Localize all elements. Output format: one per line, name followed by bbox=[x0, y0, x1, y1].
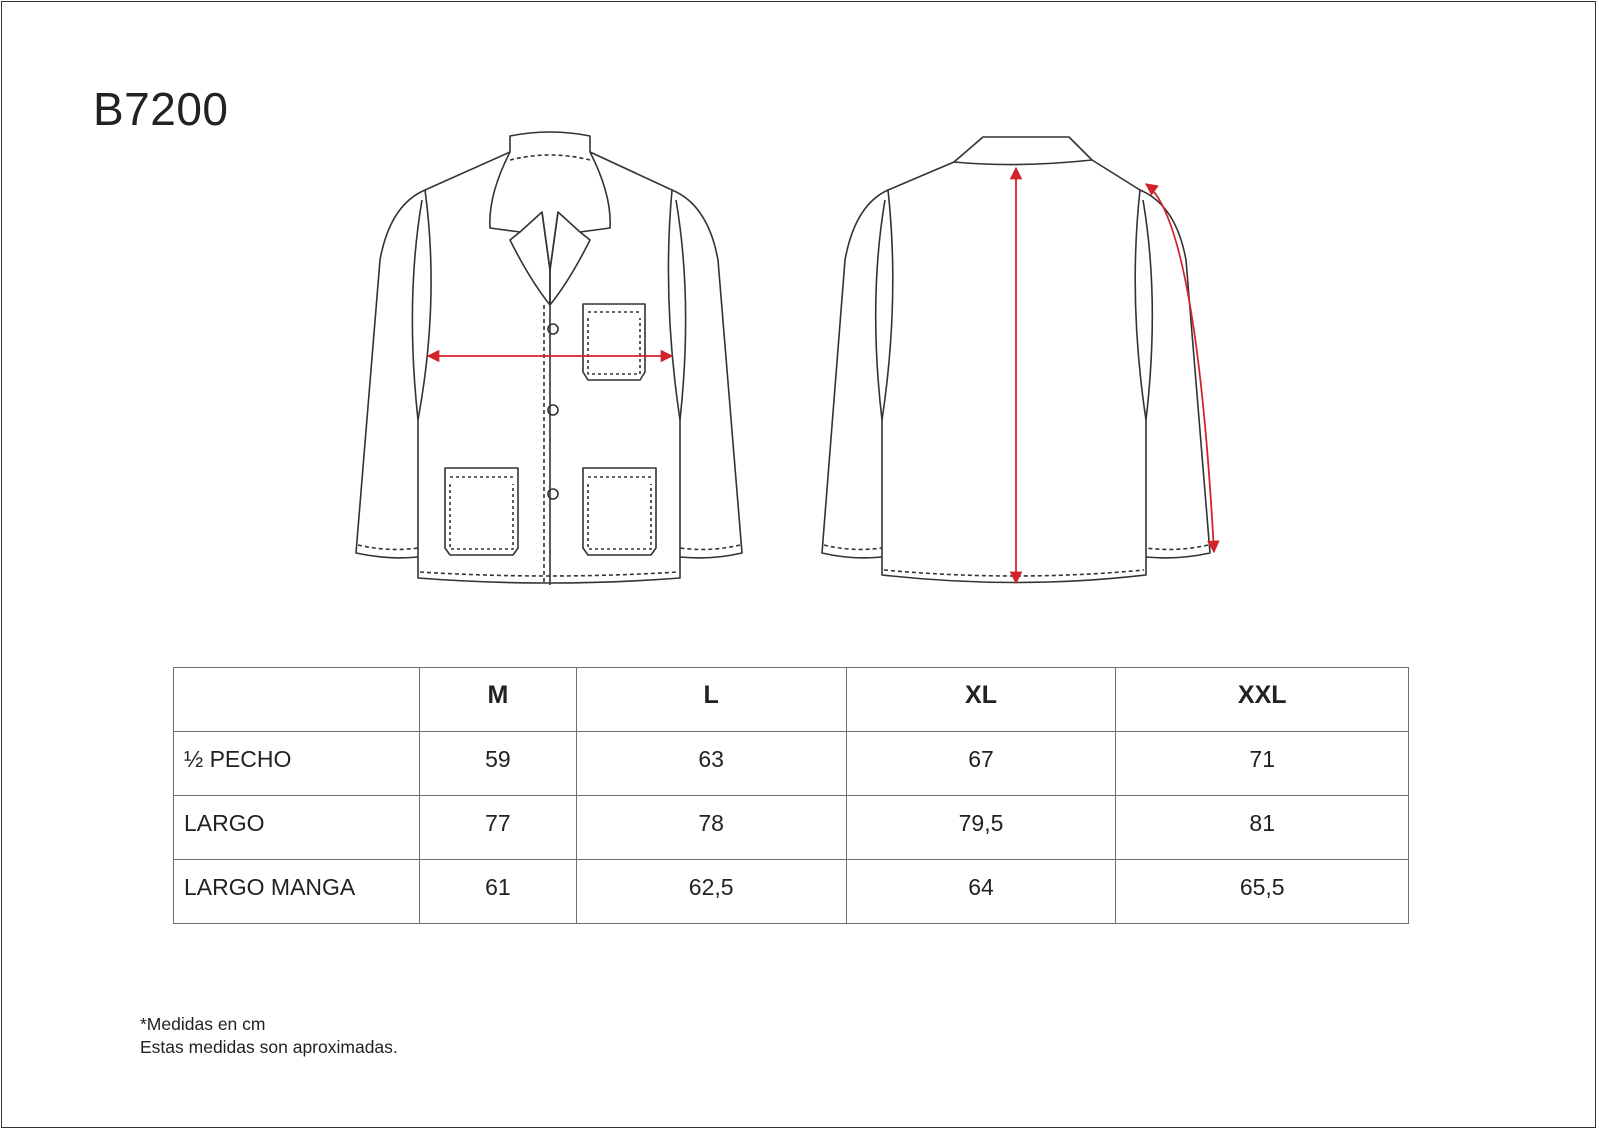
row-label-half-chest: ½ PECHO bbox=[174, 732, 420, 796]
header-cell-empty bbox=[174, 668, 420, 732]
front-view bbox=[356, 132, 742, 585]
header-cell-xxl: XXL bbox=[1116, 668, 1409, 732]
table-row bbox=[174, 860, 1409, 924]
chest-pocket bbox=[583, 304, 645, 380]
row-label-length: LARGO bbox=[174, 796, 420, 860]
table-cell: 79,5 bbox=[846, 796, 1116, 860]
lower-left-pocket bbox=[445, 468, 518, 555]
table-cell: 64 bbox=[846, 860, 1116, 924]
size-table bbox=[173, 667, 1409, 924]
table-row bbox=[174, 732, 1409, 796]
table-row bbox=[174, 796, 1409, 860]
lower-right-pocket bbox=[583, 468, 656, 555]
note-units: *Medidas en cm bbox=[140, 1014, 266, 1034]
front-lapel-left bbox=[510, 212, 550, 305]
table-cell: 67 bbox=[846, 732, 1116, 796]
table-cell: 78 bbox=[576, 796, 846, 860]
back-body bbox=[882, 160, 1146, 583]
notes bbox=[140, 1013, 398, 1059]
table-cell: 61 bbox=[420, 860, 577, 924]
table-cell: 65,5 bbox=[1116, 860, 1409, 924]
header-cell-xl: XL bbox=[846, 668, 1116, 732]
table-cell: 77 bbox=[420, 796, 577, 860]
size-table-header bbox=[174, 668, 1409, 732]
table-cell: 71 bbox=[1116, 732, 1409, 796]
table-cell: 63 bbox=[576, 732, 846, 796]
table-cell: 62,5 bbox=[576, 860, 846, 924]
header-cell-m: M bbox=[420, 668, 577, 732]
back-collar bbox=[954, 137, 1092, 165]
header-cell-l: L bbox=[576, 668, 846, 732]
row-label-sleeve-length: LARGO MANGA bbox=[174, 860, 420, 924]
note-approximate: Estas medidas son aproximadas. bbox=[140, 1037, 398, 1057]
table-cell: 81 bbox=[1116, 796, 1409, 860]
front-lapel-right bbox=[550, 212, 590, 305]
model-code: B7200 bbox=[93, 83, 229, 135]
table-cell: 59 bbox=[420, 732, 577, 796]
